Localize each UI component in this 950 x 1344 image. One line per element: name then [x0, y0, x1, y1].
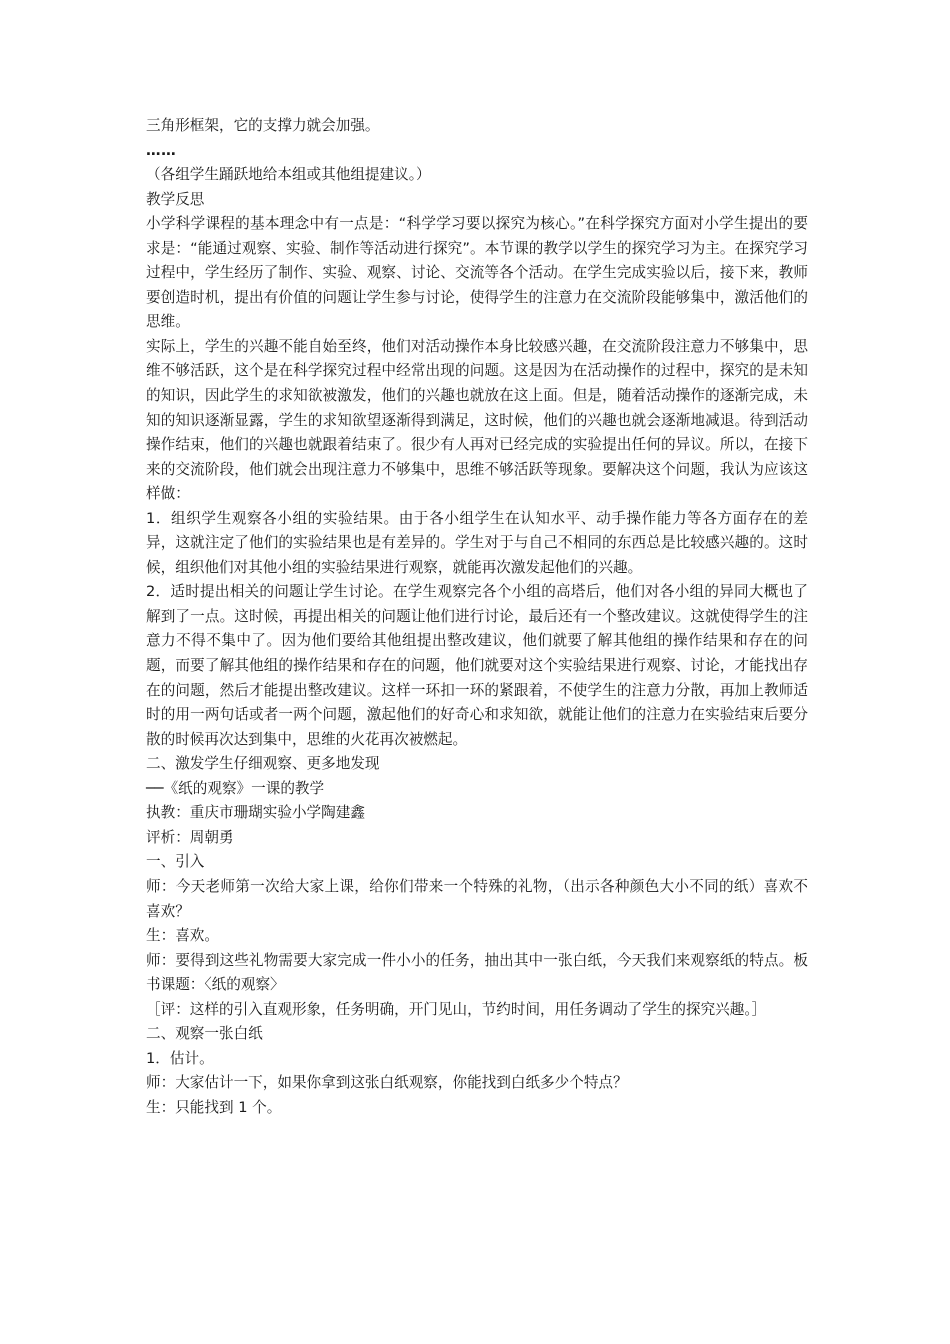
subheading-intro: 一、引入: [146, 853, 205, 871]
list-item-2: 2．适时提出相关的问题让学生讨论。在学生观察完各个小组的高塔后，他们对各小组的异同大概也了解到了一点。这时候，再提出相关的问题让他们进行讨论，最后还有一个整改建议。这就使得学生的注意力不得不集中了。因为他们要给其他组提出整改建议，他们就要了解其他组的操作结果和存在的问题，而要了解其他组的操作结果和存在的问题，他们就要对这个实验结果进行观察、讨论，才能找出存在的问题，然后才能提出整改建议。这样一环扣一环的紧跟着，不使学生的注意力分散，再加上教师适时的用一两句话或者一两个问题，激起他们的好奇心和求知欲，就能让他们的注意力在实验结束后要分散的时候再次达到集中，思维的火花再次被燃起。: [146, 583, 808, 748]
dialogue-line: 生：只能找到 1 个。: [146, 1098, 282, 1116]
dialogue-line: 师：要得到这些礼物需要大家完成一件小小的任务，抽出其中一张白纸，今天我们来观察纸的特点。板书课题：〈纸的观察〉: [146, 951, 808, 994]
teacher-line: 执教：重庆市珊瑚实验小学陶建鑫: [146, 804, 365, 822]
section-heading-reflection: 教学反思: [146, 190, 205, 208]
paragraph-reflection-2: 实际上，学生的兴趣不能自始至终，他们对活动操作本身比较感兴趣，在交流阶段注意力不够集中，思维不够活跃，这个是在科学探究过程中经常出现的问题。这是因为在活动操作的过程中，探究的是未知的知识，因此学生的求知欲被激发，他们的兴趣也就放在这上面。但是，随着活动操作的逐渐完成，未知的知识逐渐显露，学生的求知欲望逐渐得到满足，这时候，他们的兴趣也就会逐渐地减退。待到活动操作结束，他们的兴趣也就跟着结束了。很少有人再对已经完成的实验提出任何的异议。所以，在接下来的交流阶段，他们就会出现注意力不够集中，思维不够活跃等现象。要解决这个问题，我认为应该这样做：: [146, 337, 808, 503]
dialogue-line: 生：喜欢。: [146, 927, 219, 945]
section-heading-2: 二、激发学生仔细观察、更多地发现: [146, 755, 380, 773]
paragraph-reflection-1: 小学科学课程的基本理念中有一点是：“科学学习要以探究为核心。”在科学探究方面对小学生提出的要求是：“能通过观察、实验、制作等活动进行探究”。本节课的教学以学生的探究学习为主。在探究学习过程中，学生经历了制作、实验、观察、讨论、交流等各个活动。在学生完成实验以后，接下来，教师要创造时机，提出有价值的问题让学生参与讨论，使得学生的注意力在交流阶段能够集中，激活他们的思维。: [146, 215, 808, 331]
lesson-subtitle: ──《纸的观察》一课的教学: [146, 779, 325, 797]
list-item-1: 1．组织学生观察各小组的实验结果。由于各小组学生在认知水平、动手操作能力等各方面存在的差异，这就注定了他们的实验结果也是有差异的。学生对于与自己不相同的东西总是比较感兴趣的。这时候，组织他们对其他小组的实验结果进行观察，就能再次激发起他们的兴趣。: [146, 509, 808, 576]
document-body: [146, 114, 808, 1120]
dialogue-line: 师：今天老师第一次给大家上课，给你们带来一个特殊的礼物，（出示各种颜色大小不同的纸）喜欢不喜欢？: [146, 877, 808, 920]
ellipsis-line: ……: [146, 141, 177, 159]
comment-line: ［评：这样的引入直观形象，任务明确，开门见山，节约时间，用任务调动了学生的探究兴趣。］: [146, 1000, 767, 1018]
subheading-observe: 二、观察一张白纸: [146, 1025, 263, 1043]
dialogue-line: 师：大家估计一下，如果你拿到这张白纸观察，你能找到白纸多少个特点？: [146, 1074, 628, 1092]
reviewer-line: 评析：周朝勇: [146, 828, 234, 846]
paragraph-note: （各组学生踊跃地给本组或其他组提建议。）: [146, 166, 431, 184]
list-item-estimate: 1．估计。: [146, 1049, 214, 1067]
paragraph-continuation: 三角形框架，它的支撑力就会加强。: [146, 117, 380, 134]
